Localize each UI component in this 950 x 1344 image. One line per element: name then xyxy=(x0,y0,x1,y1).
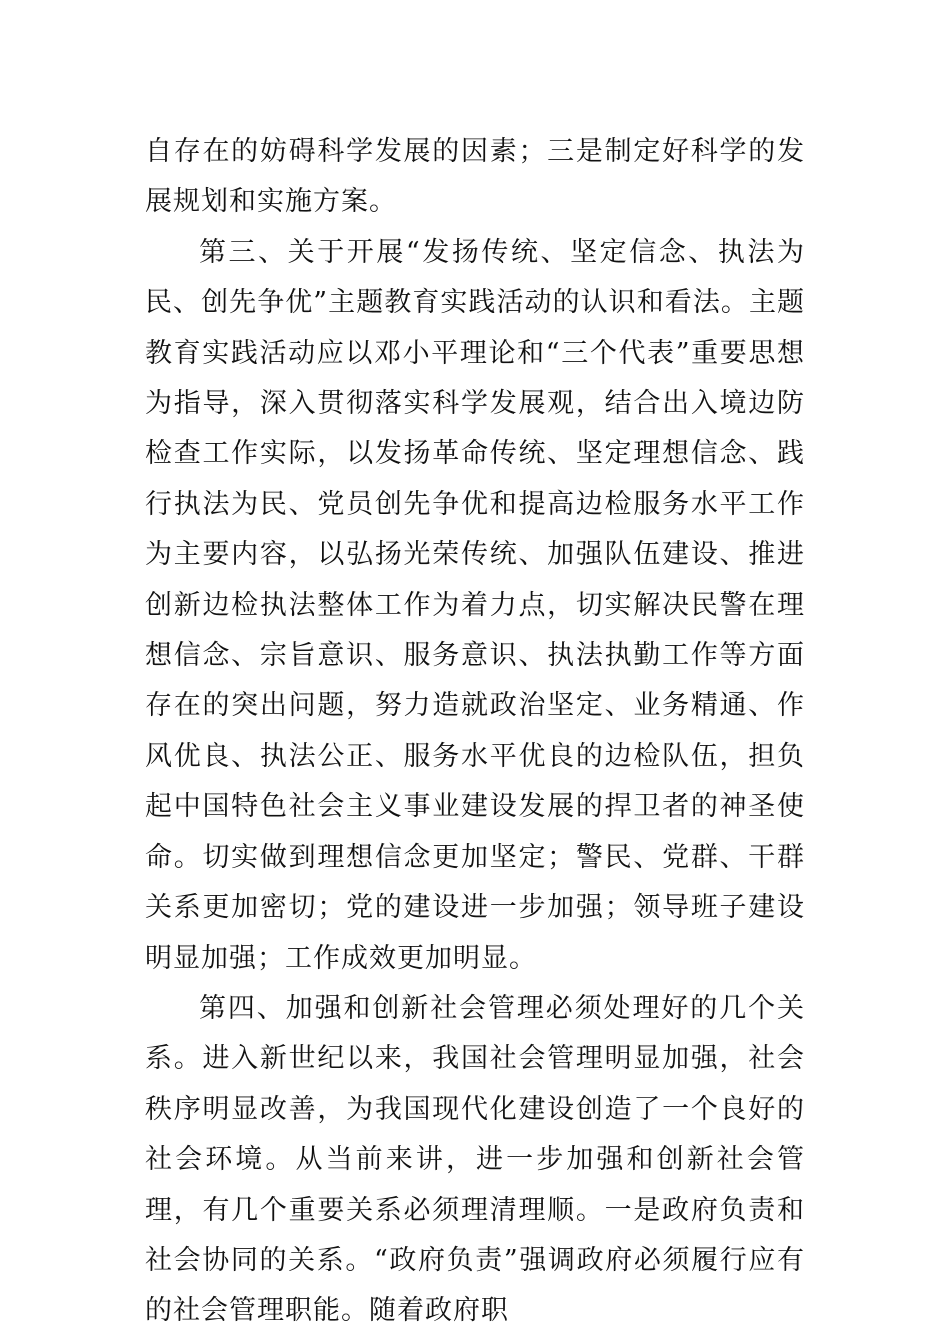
paragraph-continuation: 自存在的妨碍科学发展的因素；三是制定好科学的发展规划和实施方案。 xyxy=(145,136,805,218)
document-body xyxy=(145,127,805,1337)
paragraph-section-three: 第三、关于开展“发扬传统、坚定信念、执法为民、创先争优”主题教育实践活动的认识和看法。主题教育实践活动应以邓小平理论和“三个代表”重要思想为指导，深入贯彻落实科学发展观，结合出入境边防检查工作实际，以发扬革命传统、坚定理想信念、践行执法为民、党员创先争优和提高边检服务水平工作为主要内容，以弘扬光荣传统、加强队伍建设、推进创新边检执法整体工作为着力点，切实解决民警在理想信念、宗旨意识、服务意识、执法执勤工作等方面存在的突出问题，努力造就政治坚定、业务精通、作风优良、执法公正、服务水平优良的边检队伍，担负起中国特色社会主义事业建设发展的捍卫者的神圣使命。切实做到理想信念更加坚定；警民、党群、干群关系更加密切；党的建设进一步加强；领导班子建设明显加强；工作成效更加明显。 xyxy=(145,236,805,974)
paragraph-section-four: 第四、加强和创新社会管理必须处理好的几个关系。进入新世纪以来，我国社会管理明显加强，社会秩序明显改善，为我国现代化建设创造了一个良好的社会环境。从当前来讲，进一步加强和创新社会管理，有几个重要关系必须理清理顺。一是政府负责和社会协同的关系。“政府负责”强调政府必须履行应有的社会管理职能。随着政府职 xyxy=(145,992,805,1327)
